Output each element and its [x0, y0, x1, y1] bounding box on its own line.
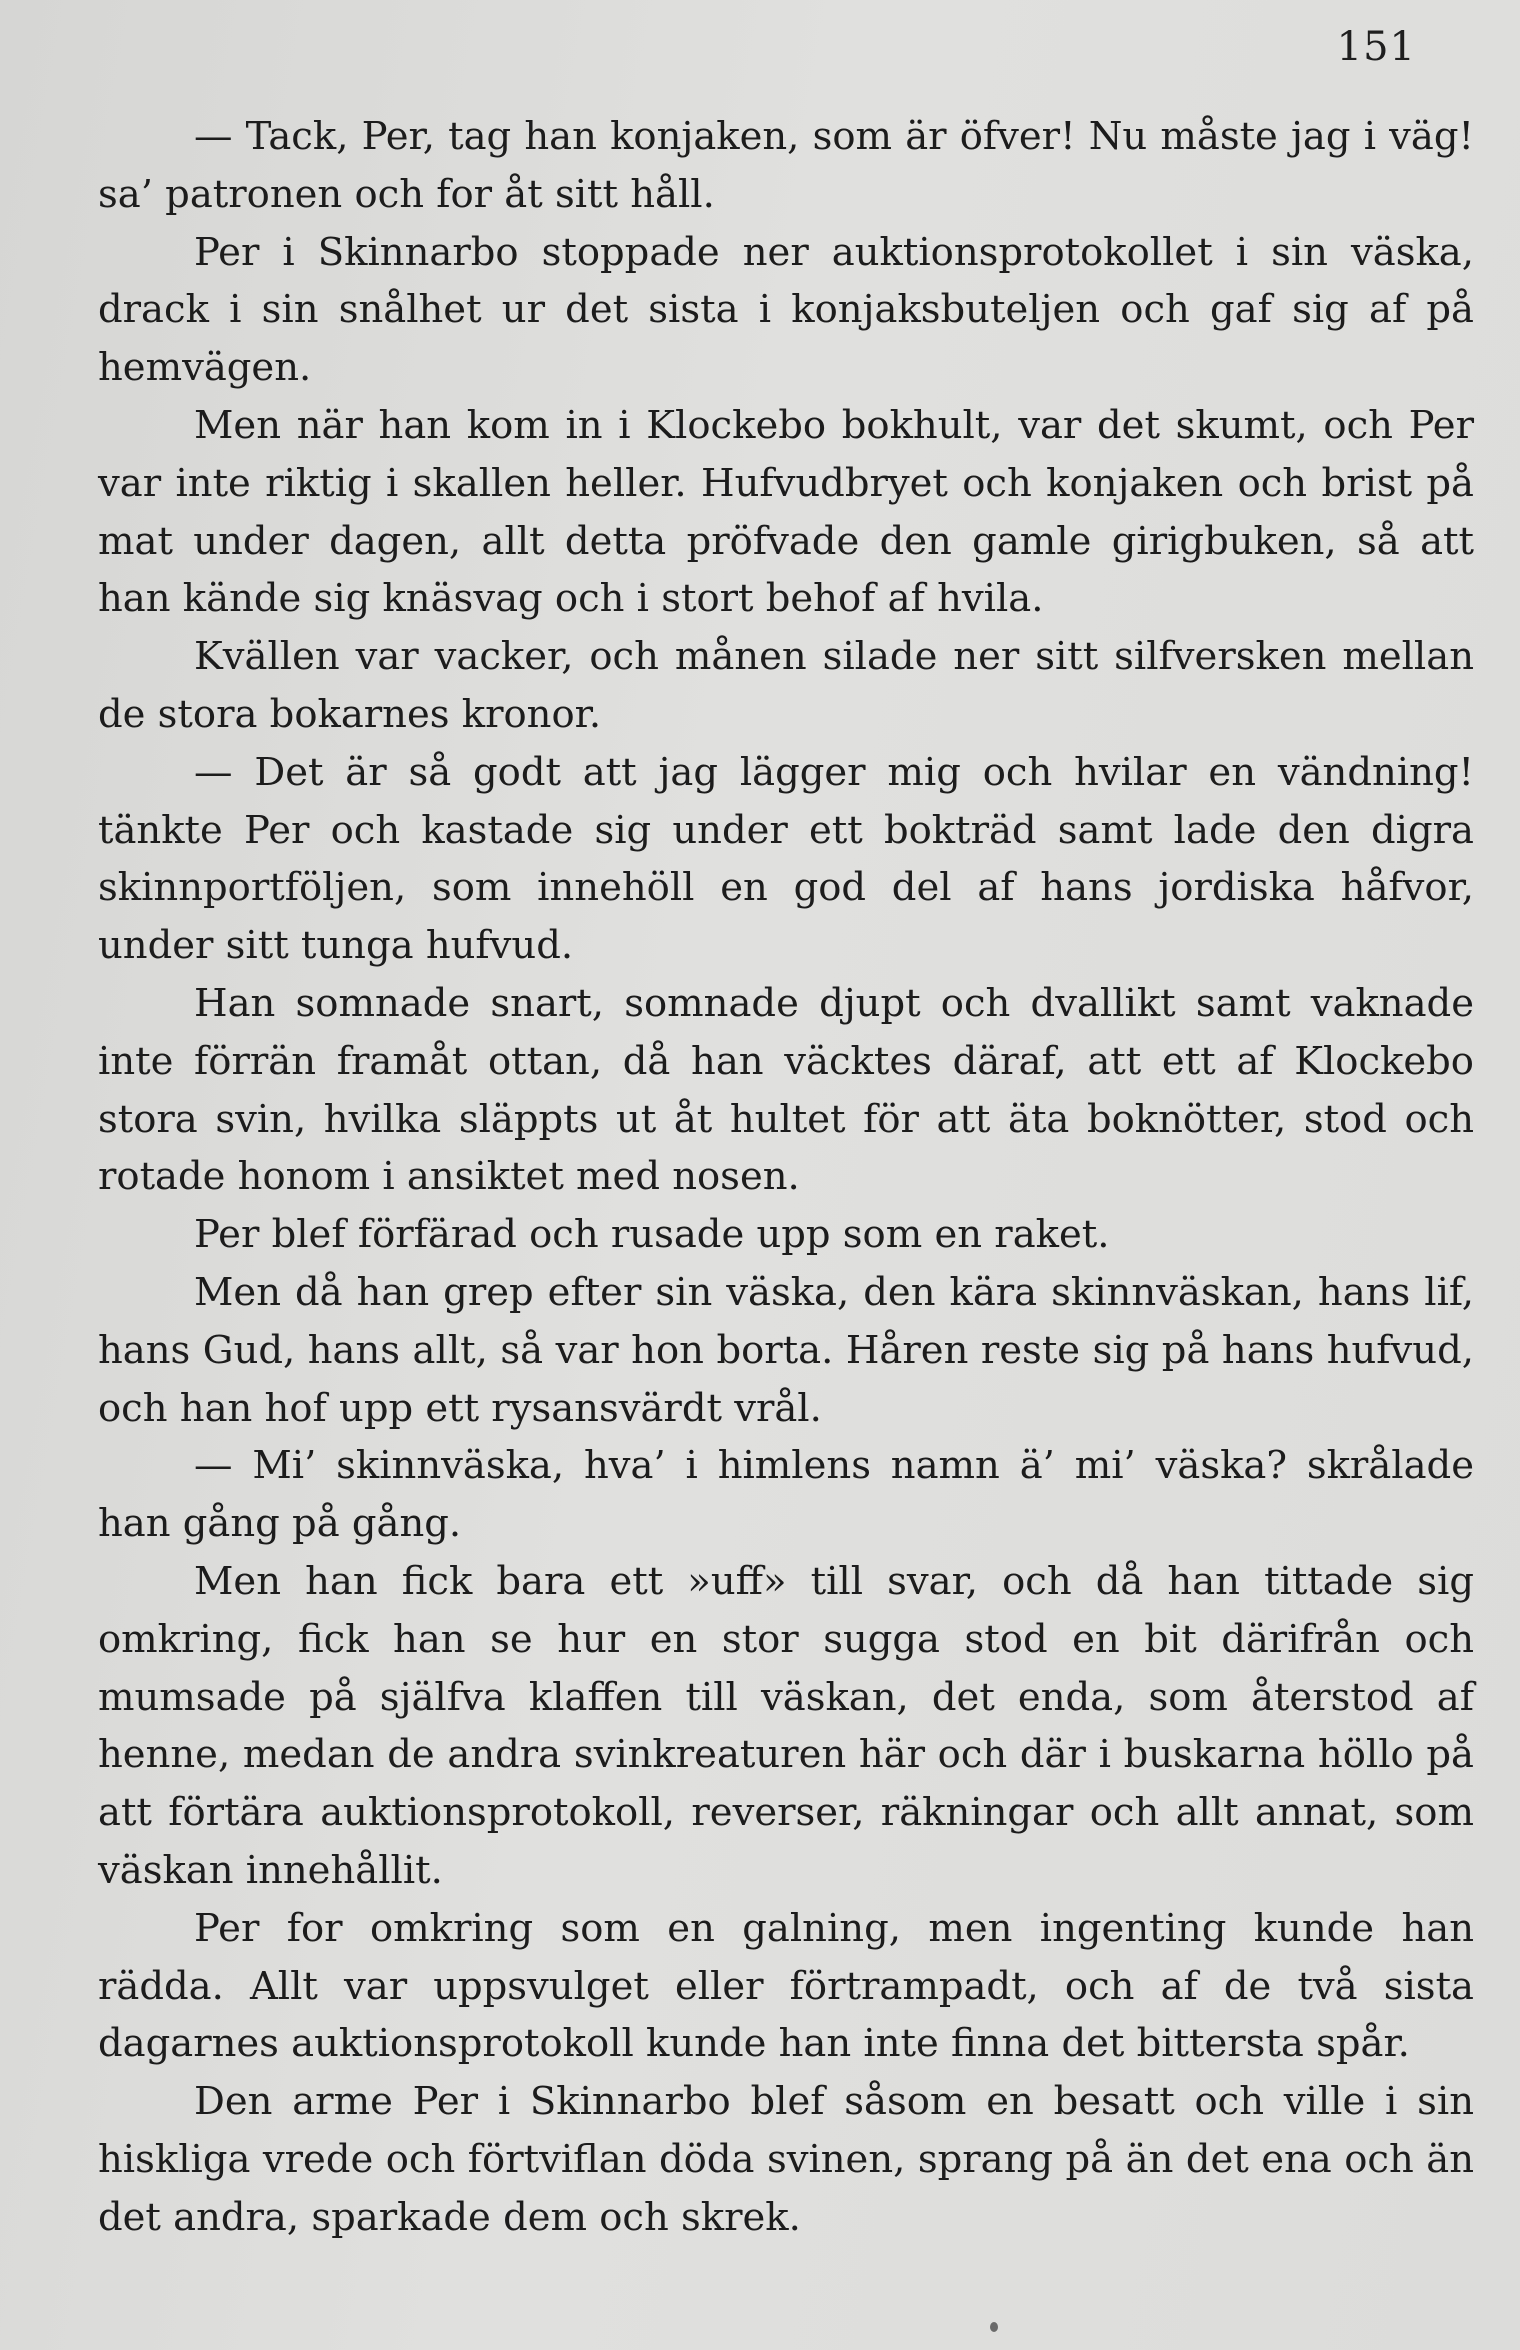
body-text — [98, 108, 1474, 2246]
paragraph-6: Han somnade snart, somnade djupt och dvallikt samt vaknade inte förrän framåt ottan, då han väcktes däraf, att ett af Klockebo stora svin, hvilka släppts ut åt hultet för att äta boknötter, stod och rotade honom i ansiktet med nosen. — [98, 980, 1474, 1200]
ink-speck — [990, 2322, 998, 2332]
paragraph-11: Per for omkring som en galning, men ingenting kunde han rädda. Allt var uppsvulget eller förtrampadt, och af de två sista dagarnes auktionsprotokoll kunde han inte finna det bittersta spår. — [98, 1905, 1474, 2067]
paragraph-3: Men när han kom in i Klockebo bokhult, var det skumt, och Per var inte riktig i skallen heller. Hufvudbryet och konjaken och brist på mat under dagen, allt detta pröfvade den gamle girigbuken, så att han kände sig knäsvag och i stort behof af hvila. — [98, 402, 1474, 622]
paragraph-12: Den arme Per i Skinnarbo blef såsom en besatt och ville i sin hiskliga vrede och förtviflan döda svinen, sprang på än det ena och än det andra, sparkade dem och skrek. — [98, 2079, 1474, 2240]
paragraph-1: — Tack, Per, tag han konjaken, som är öfver! Nu måste jag i väg! sa’ patronen och for åt sitt håll. — [98, 114, 1474, 217]
paragraph-9: — Mi’ skinnväska, hva’ i himlens namn ä’ mi’ väska? skrålade han gång på gång. — [98, 1443, 1474, 1547]
paragraph-2: Per i Skinnarbo stoppade ner auktionsprotokollet i sin väska, drack i sin snålhet ur det sista i konjaksbuteljen och gaf sig af på hemvägen. — [98, 229, 1474, 391]
paragraph-4: Kvällen var vacker, och månen silade ner sitt silfversken mellan de stora bokarnes kronor. — [98, 634, 1474, 737]
paragraph-5: — Det är så godt att jag lägger mig och hvilar en vändning! tänkte Per och kastade sig under ett bokträd samt lade den digra skinnportföljen, som innehöll en god del af hans jordiska håfvor, under sitt tunga hufvud. — [98, 749, 1474, 969]
page-number: 151 — [1336, 24, 1416, 70]
paragraph-10: Men han fick bara ett »uff» till svar, och då han tittade sig omkring, fick han se hur en stor sugga stod en bit därifrån och mumsade på själfva klaffen till väskan, det enda, som återstod af henne, medan de andra svinkreaturen här och där i buskarna höllo på att förtära auktionsprotokoll, reverser, räkningar och allt annat, som väskan innehållit. — [98, 1558, 1474, 1893]
paragraph-7: Per blef förfärad och rusade upp som en raket. — [194, 1212, 1110, 1258]
paragraph-8: Men då han grep efter sin väska, den kära skinnväskan, hans lif, hans Gud, hans allt, så var hon borta. Håren reste sig på hans hufvud, och han hof upp ett rysansvärdt vrål. — [98, 1269, 1474, 1431]
